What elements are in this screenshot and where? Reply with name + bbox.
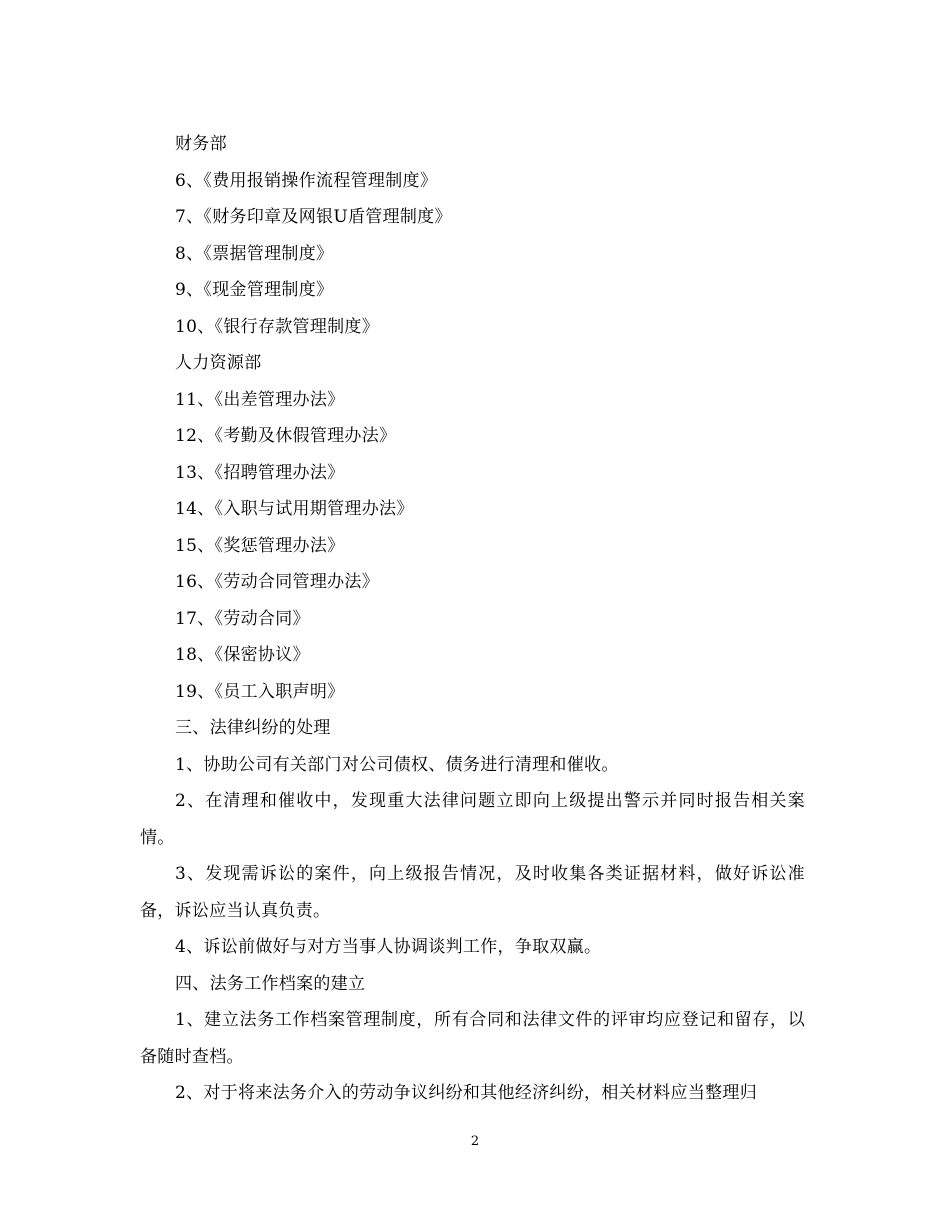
section-heading-archives: 四、法务工作档案的建立 [175,973,366,994]
paragraph: 3、发现需诉讼的案件，向上级报告情况，及时收集各类证据材料，做好诉讼准备，诉讼应当认真负责。 [140,864,805,921]
list-item: 8、《票据管理制度》 [175,243,334,264]
paragraph: 1、建立法务工作档案管理制度，所有合同和法律文件的评审均应登记和留存，以备随时查档。 [140,1010,805,1067]
list-item: 19、《员工入职声明》 [175,681,345,702]
paragraph: 2、在清理和催收中，发现重大法律问题立即向上级提出警示并同时报告相关案情。 [140,791,805,848]
paragraph: 1、协助公司有关部门对公司债权、债务进行清理和催收。 [175,754,619,775]
list-item: 14、《入职与试用期管理办法》 [175,499,414,519]
list-item: 17、《劳动合同》 [175,608,310,629]
list-item: 16、《劳动合同管理办法》 [175,572,380,592]
page-number: 2 [470,1134,480,1149]
list-item: 11、《出差管理办法》 [175,389,345,410]
list-item: 6、《费用报销操作流程管理制度》 [175,170,438,191]
section-heading-disputes: 三、法律纠纷的处理 [175,718,331,738]
section-heading-finance: 财务部 [175,134,227,154]
list-item: 9、《现金管理制度》 [175,280,334,300]
paragraph: 2、对于将来法务介入的劳动争议纠纷和其他经济纠纷，相关材料应当整理归 [175,1083,758,1103]
list-item: 18、《保密协议》 [175,645,310,665]
paragraph: 4、诉讼前做好与对方当事人协调谈判工作，争取双赢。 [175,937,602,957]
list-item: 15、《奖惩管理办法》 [175,535,345,556]
page-content [140,126,805,1112]
section-heading-hr: 人力资源部 [175,353,262,373]
list-item: 12、《考勤及休假管理办法》 [175,426,397,446]
list-item: 13、《招聘管理办法》 [175,462,345,483]
list-item: 7、《财务印章及网银U盾管理制度》 [175,207,452,227]
list-item: 10、《银行存款管理制度》 [175,316,380,337]
